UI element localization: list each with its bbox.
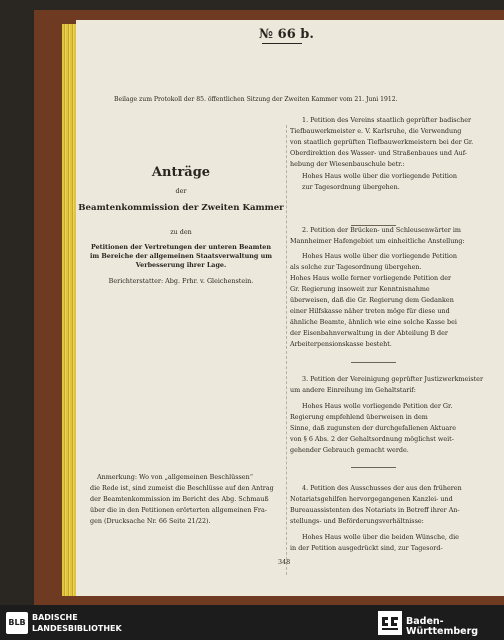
reporter: Berichterstatter: Abg. Frhr. v. Gleichenstein. — [108, 277, 254, 285]
document-page — [76, 20, 504, 596]
section-1-decision-2: zur Tagesordnung übergehen. — [302, 183, 400, 191]
section-4-decision-2: in der Petition ausgedrückt sind, zur Tagesord- — [290, 544, 443, 552]
commission-title: Beamtenkommission der Zweiten Kammer — [78, 203, 284, 213]
library-name-line-2: LANDESBIBLIOTHEK — [32, 624, 122, 633]
section-separator-3 — [351, 467, 396, 468]
section-3-decision-5: gehender Gebrauch gemacht werde. — [290, 446, 409, 454]
note-line-2: die Rede ist, sind zumeist die Beschlüsse auf den Antrag — [90, 484, 274, 492]
subtitle: Beilage zum Protokoll der 85. öffentlichen Sitzung der Zweiten Kammer vom 21. Juni 1912. — [114, 96, 398, 103]
section-3-decision-4: von § 6 Abs. 2 der Gehaltsordnung möglichst weit- — [290, 435, 454, 443]
section-3-line-2: um andere Einreihung im Gehaltstarif: — [290, 386, 416, 394]
note-line-4: über die in den Petitionen erörterten allgemeinen Fra- — [90, 506, 267, 514]
petition-line-1: Petitionen der Vertretungen der unteren Beamten — [90, 243, 272, 251]
section-2-decision-4: Gr. Regierung insoweit zur Kenntnisnahme — [290, 285, 430, 293]
section-3-decision-1: Hohes Haus wolle vorliegende Petition der Gr. — [302, 402, 453, 410]
section-3-decision-3: Sinne, daß zugunsten der durchgefallenen Aktuare — [290, 424, 456, 432]
petition-line-2: im Bereiche der allgemeinen Staatsverwaltung um — [89, 252, 273, 260]
section-1-line-2: Tiefbauwerkmeister e. V. Karlsruhe, die Verwendung — [290, 127, 462, 135]
section-4-line-3: Bureauassistenten des Notariats in Betreff ihrer An- — [290, 506, 460, 514]
section-2-decision-1: Hohes Haus wolle über die vorliegende Petition — [302, 252, 457, 260]
der-line: der — [175, 187, 187, 195]
folio-number: 348 — [278, 558, 291, 566]
section-4-line-4: stellungs- und Beförderungsverhältnisse: — [290, 517, 424, 525]
note-line-1: Anmerkung: Wo von „allgemeinen Beschlüssen“ — [97, 473, 253, 481]
section-1-line-3: von staatlich geprüften Tiefbauwerkmeistern bei der Gr. — [290, 138, 474, 146]
baden-wuerttemberg-lions-icon — [378, 611, 402, 635]
doc-title: Anträge — [151, 165, 211, 180]
note-line-5: gen (Drucksache Nr. 66 Seite 21/22). — [90, 517, 211, 525]
blb-logo-icon: BLB — [6, 612, 28, 634]
section-2-line-1: 2. Petition der Brücken- und Schleusenwärter im — [302, 226, 461, 234]
section-2-decision-7: ähnliche Beamte, ähnlich wie eine solche Kasse bei — [290, 318, 457, 326]
section-3-line-1: 3. Petition der Vereinigung geprüfter Justizwerkmeister — [302, 375, 484, 383]
page-number: № 66 b. — [259, 27, 314, 42]
section-1-line-1: 1. Petition des Vereins staatlich geprüfter badischer — [302, 116, 472, 124]
column-divider — [286, 125, 287, 575]
section-2-line-2: Mannheimer Hafengebiet um einheitliche Anstellung: — [290, 237, 465, 245]
section-4-line-2: Notariatsgehilfen hervorgegangenen Kanzlei- und — [290, 495, 453, 503]
section-3-decision-2: Regierung empfehlend überweisen in dem — [290, 413, 428, 421]
section-4-decision-1: Hohes Haus wolle über die beiden Wünsche, die — [302, 533, 459, 541]
section-1-decision-1: Hohes Haus wolle über die vorliegende Petition — [302, 172, 457, 180]
section-2-decision-3: Hohes Haus wolle ferner vorliegende Petition der — [290, 274, 452, 282]
section-1-line-4: Oberdirektion des Wasser- und Straßenbaues und Auf- — [290, 149, 468, 157]
section-4-line-1: 4. Petition des Ausschusses der aus den früheren — [302, 484, 462, 492]
section-separator-2 — [351, 362, 396, 363]
library-name-line-1: BADISCHE — [32, 613, 78, 622]
section-2-decision-2: als solche zur Tagesordnung übergehen. — [290, 263, 422, 271]
section-1-line-5: hebung der Wiesenbauschule betr.: — [290, 160, 405, 168]
section-2-decision-8: der Eisenbahnverwaltung in der Abteilung B der — [290, 329, 448, 337]
section-2-decision-6: einer Hilfskasse näher treten möge für diese und — [290, 307, 450, 315]
state-brand-text: Baden-Württemberg — [406, 616, 479, 637]
section-2-decision-9: Arbeiterpensionskasse besteht. — [290, 340, 392, 348]
note-line-3: der Beamtenkommission im Bericht des Abg. Schmauß — [90, 495, 269, 503]
zu-den-line: zu den — [170, 228, 192, 236]
page-number-underline — [262, 43, 302, 44]
section-2-decision-5: überweisen, daß die Gr. Regierung dem Gedanken — [290, 296, 454, 304]
petition-line-3: Verbesserung ihrer Lage. — [135, 261, 227, 269]
